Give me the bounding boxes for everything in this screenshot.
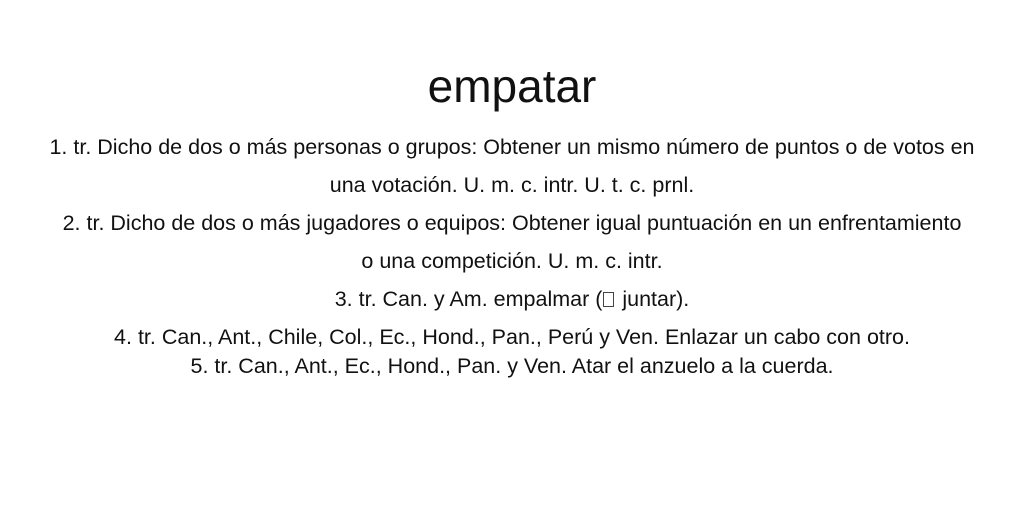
definition-text: tr. Dicho de dos o más jugadores o equipos: Obtener igual puntuación en un enfrentamiento o una competición. U. m. c. intr. bbox=[86, 211, 962, 273]
definition-text: tr. Can., Ant., Ec., Hond., Pan. y Ven. Atar el anzuelo a la cuerda. bbox=[214, 354, 834, 378]
definition-3 bbox=[32, 280, 992, 318]
headword: empatar bbox=[427, 60, 597, 112]
definition-text-before: tr. Can. y Am. empalmar ( bbox=[358, 287, 603, 311]
definition-text-after: juntar). bbox=[616, 287, 690, 311]
definition-text: tr. Can., Ant., Chile, Col., Ec., Hond., Pan., Perú y Ven. Enlazar un cabo con otro. bbox=[137, 325, 910, 349]
definition-4 bbox=[82, 318, 942, 356]
box-glyph-icon bbox=[603, 292, 614, 307]
definition-1 bbox=[32, 128, 992, 204]
definition-2 bbox=[62, 204, 962, 280]
definition-text: tr. Dicho de dos o más personas o grupos: Obtener un mismo número de puntos o de votos en una votación. U. m. c. intr. U. t. c. prnl. bbox=[73, 135, 975, 197]
definition-number: 1. bbox=[49, 135, 68, 159]
definition-number: 4. bbox=[114, 325, 132, 349]
definition-5 bbox=[32, 352, 992, 380]
definitions-list bbox=[0, 128, 1024, 380]
definition-number: 3. bbox=[334, 287, 353, 311]
definition-number: 5. bbox=[190, 354, 209, 378]
definition-number: 2. bbox=[62, 211, 81, 235]
